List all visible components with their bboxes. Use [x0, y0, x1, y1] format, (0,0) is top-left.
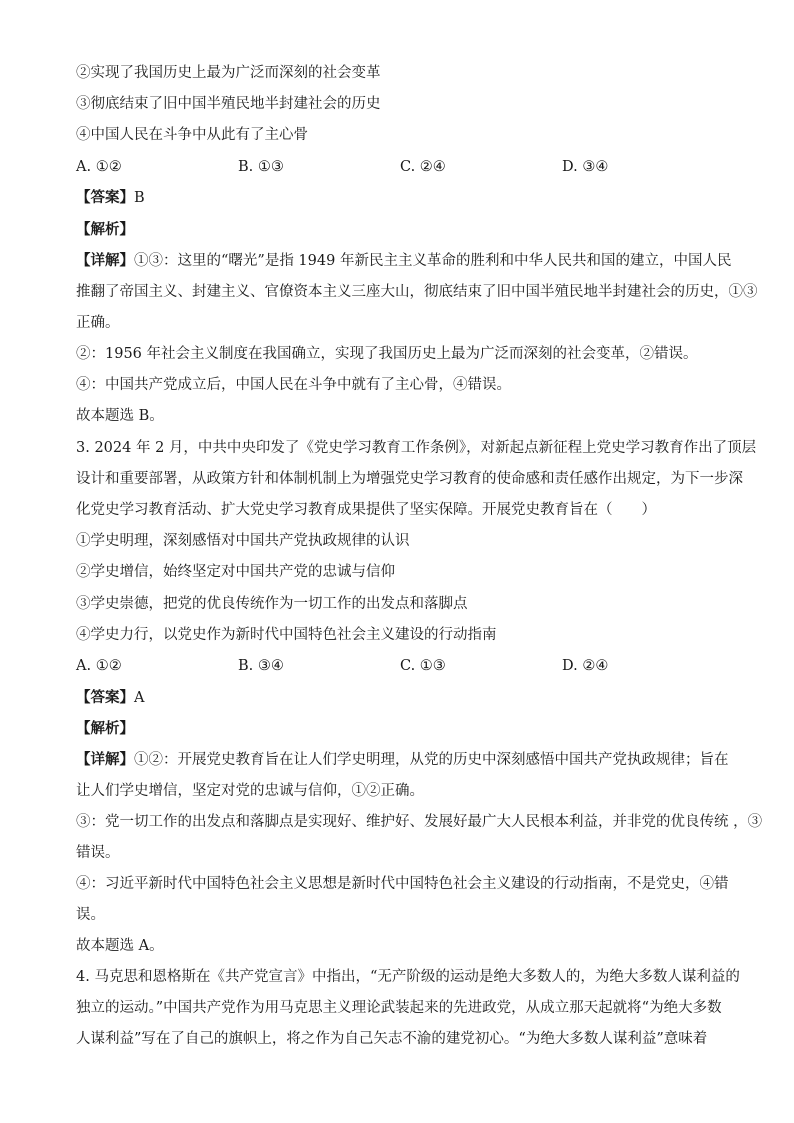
q3-detail-line-3: ③：党一切工作的出发点和落脚点是实现好、维护好、发展好最广大人民根本利益，并非党的优良传统 ，③	[76, 814, 763, 830]
q2-option-d: D. ③④	[562, 159, 609, 175]
q2-item-2: ②实现了我国历史上最为广泛而深刻的社会变革	[76, 65, 381, 81]
detail-text: ①②：开展党史教育旨在让人们学史明理，从党的历史中深刻感悟中国共产党执政规律；旨在	[134, 752, 729, 768]
q2-option-a: A. ①②	[76, 159, 122, 175]
q3-conclusion: 故本题选 A。	[76, 938, 164, 954]
detail-text: ①③：这里的“曙光”是指 1949 年新民主主义革命的胜利和中华人民共和国的建立，中国人民	[134, 253, 732, 269]
q2-detail-line-5: ④：中国共产党成立后，中国人民在斗争中就有了主心骨，④错误。	[76, 377, 511, 393]
q3-analysis-tag: 【解析】	[76, 720, 134, 737]
q4-stem-line-2: 独立的运动。”中国共产党作为用马克思主义理论武装起来的先进政党，从成立那天起就将“为绝大多数	[76, 1000, 722, 1016]
q2-detail-line-1	[76, 251, 731, 271]
q3-option-d: D. ②④	[562, 658, 609, 674]
q3-item-3: ③学史崇德，把党的优良传统作为一切工作的出发点和落脚点	[76, 596, 468, 612]
q3-item-1: ①学史明理，深刻感悟对中国共产党执政规律的认识	[76, 533, 410, 549]
q3-item-2: ②学史增信，始终坚定对中国共产党的忠诚与信仰	[76, 564, 395, 580]
q2-analysis-tag: 【解析】	[76, 221, 134, 238]
q3-detail-line-6: 误。	[76, 907, 105, 923]
answer-value: B	[134, 190, 145, 206]
q2-option-c: C. ②④	[400, 159, 446, 175]
q3-detail-line-4: 错误。	[76, 845, 120, 861]
answer-tag: 【答案】	[76, 189, 134, 206]
q3-detail-line-1	[76, 750, 729, 770]
q2-answer-line	[76, 188, 145, 208]
q3-option-c: C. ①③	[400, 658, 446, 674]
q2-item-4: ④中国人民在斗争中从此有了主心骨	[76, 127, 308, 143]
q3-stem-line-2: 设计和重要部署，从政策方针和体制机制上为增强党史学习教育的使命感和责任感作出规定，为下一步深	[76, 471, 743, 487]
q2-detail-line-3: 正确。	[76, 315, 120, 331]
q3-detail-line-5: ④：习近平新时代中国特色社会主义思想是新时代中国特色社会主义建设的行动指南，不是党史，④错	[76, 876, 729, 892]
q2-item-3: ③彻底结束了旧中国半殖民地半封建社会的历史	[76, 96, 381, 112]
q2-detail-line-2: 推翻了帝国主义、封建主义、官僚资本主义三座大山，彻底结束了旧中国半殖民地半封建社会的历史，①③	[76, 284, 758, 300]
q3-option-a: A. ①②	[76, 658, 122, 674]
q2-conclusion: 故本题选 B。	[76, 408, 164, 424]
q2-detail-line-4: ②：1956 年社会主义制度在我国确立，实现了我国历史上最为广泛而深刻的社会变革，②错误。	[76, 346, 698, 362]
q4-stem-line-1: 4. 马克思和恩格斯在《共产党宣言》中指出，“无产阶级的运动是绝大多数人的，为绝大多数人谋利益的	[76, 969, 740, 985]
q3-answer-line	[76, 688, 144, 708]
q3-detail-line-2: 让人们学史增信，坚定对党的忠诚与信仰，①②正确。	[76, 783, 424, 799]
detail-tag: 【详解】	[76, 751, 134, 768]
q3-stem-line-1: 3. 2024 年 2 月，中共中央印发了《党史学习教育工作条例》，对新起点新征程上党史学习教育作出了顶层	[76, 440, 757, 456]
answer-tag: 【答案】	[76, 689, 134, 706]
q3-item-4: ④学史力行，以党史作为新时代中国特色社会主义建设的行动指南	[76, 627, 497, 643]
q3-option-b: B. ③④	[238, 658, 284, 674]
detail-tag: 【详解】	[76, 252, 134, 269]
q4-stem-line-3: 人谋利益”写在了自己的旗帜上，将之作为自己矢志不渝的建党初心。“为绝大多数人谋利益”意味着	[76, 1031, 708, 1047]
answer-value: A	[134, 690, 145, 706]
q2-option-b: B. ①③	[238, 159, 284, 175]
q3-stem-line-3: 化党史学习教育活动、扩大党史学习教育成果提供了坚实保障。开展党史教育旨在（ ）	[76, 502, 656, 518]
